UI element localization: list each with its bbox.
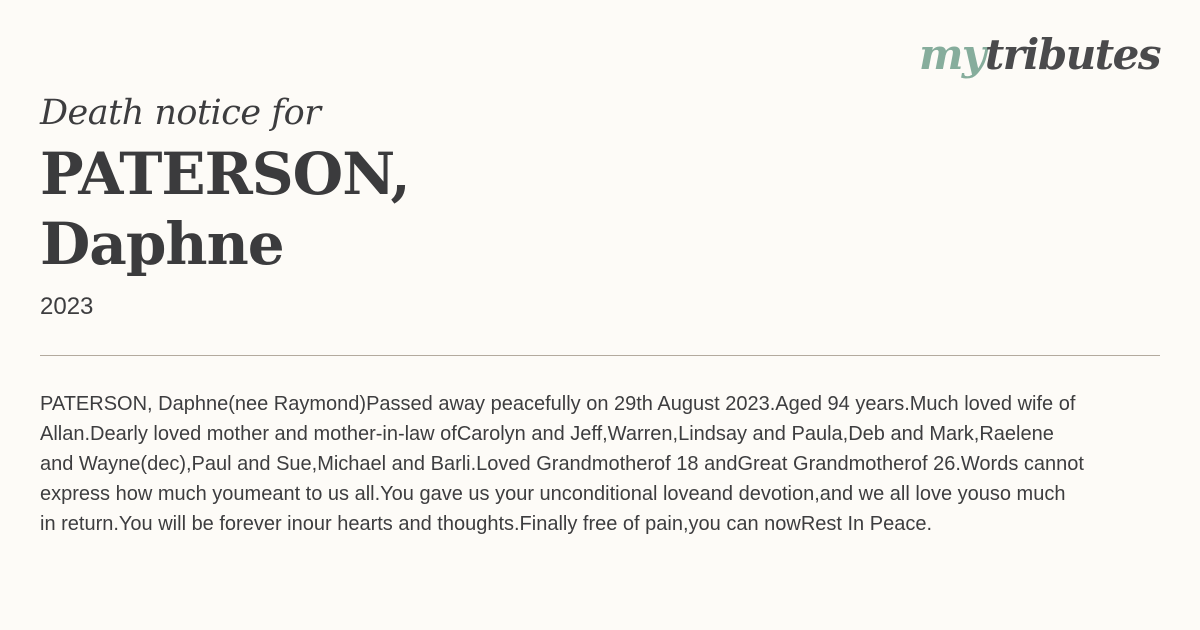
notice-line: and Wayne(dec),Paul and Sue,Michael and Barli.Loved Grandmotherof 18 andGreat Grandmotherof 26.Words cannot <box>40 453 1084 475</box>
logo-my: my <box>918 30 985 79</box>
notice-line: Allan.Dearly loved mother and mother-in-law ofCarolyn and Jeff,Warren,Lindsay and Paula,Deb and Mark,Raelene <box>40 423 1054 445</box>
notice-body <box>40 389 1200 539</box>
notice-line: PATERSON, Daphne(nee Raymond)Passed away peacefully on 29th August 2023.Aged 94 years.Much loved wife of <box>40 393 1076 415</box>
notice-line: express how much youmeant to us all.You gave us your unconditional loveand devotion,and we all love youso much <box>40 483 1066 505</box>
mytributes-logo[interactable] <box>918 30 1160 79</box>
section-divider <box>40 355 1160 356</box>
notice-type-label: Death notice for <box>40 93 321 133</box>
deceased-given-name: Daphne <box>40 210 284 278</box>
notice-year: 2023 <box>40 293 94 320</box>
notice-line: in return.You will be forever inour hearts and thoughts.Finally free of pain,you can nowRest In Peace. <box>40 513 933 535</box>
deceased-name <box>40 139 800 279</box>
logo-tributes: tributes <box>984 30 1160 79</box>
deceased-surname: PATERSON, <box>40 140 410 208</box>
notice-header <box>40 92 800 322</box>
